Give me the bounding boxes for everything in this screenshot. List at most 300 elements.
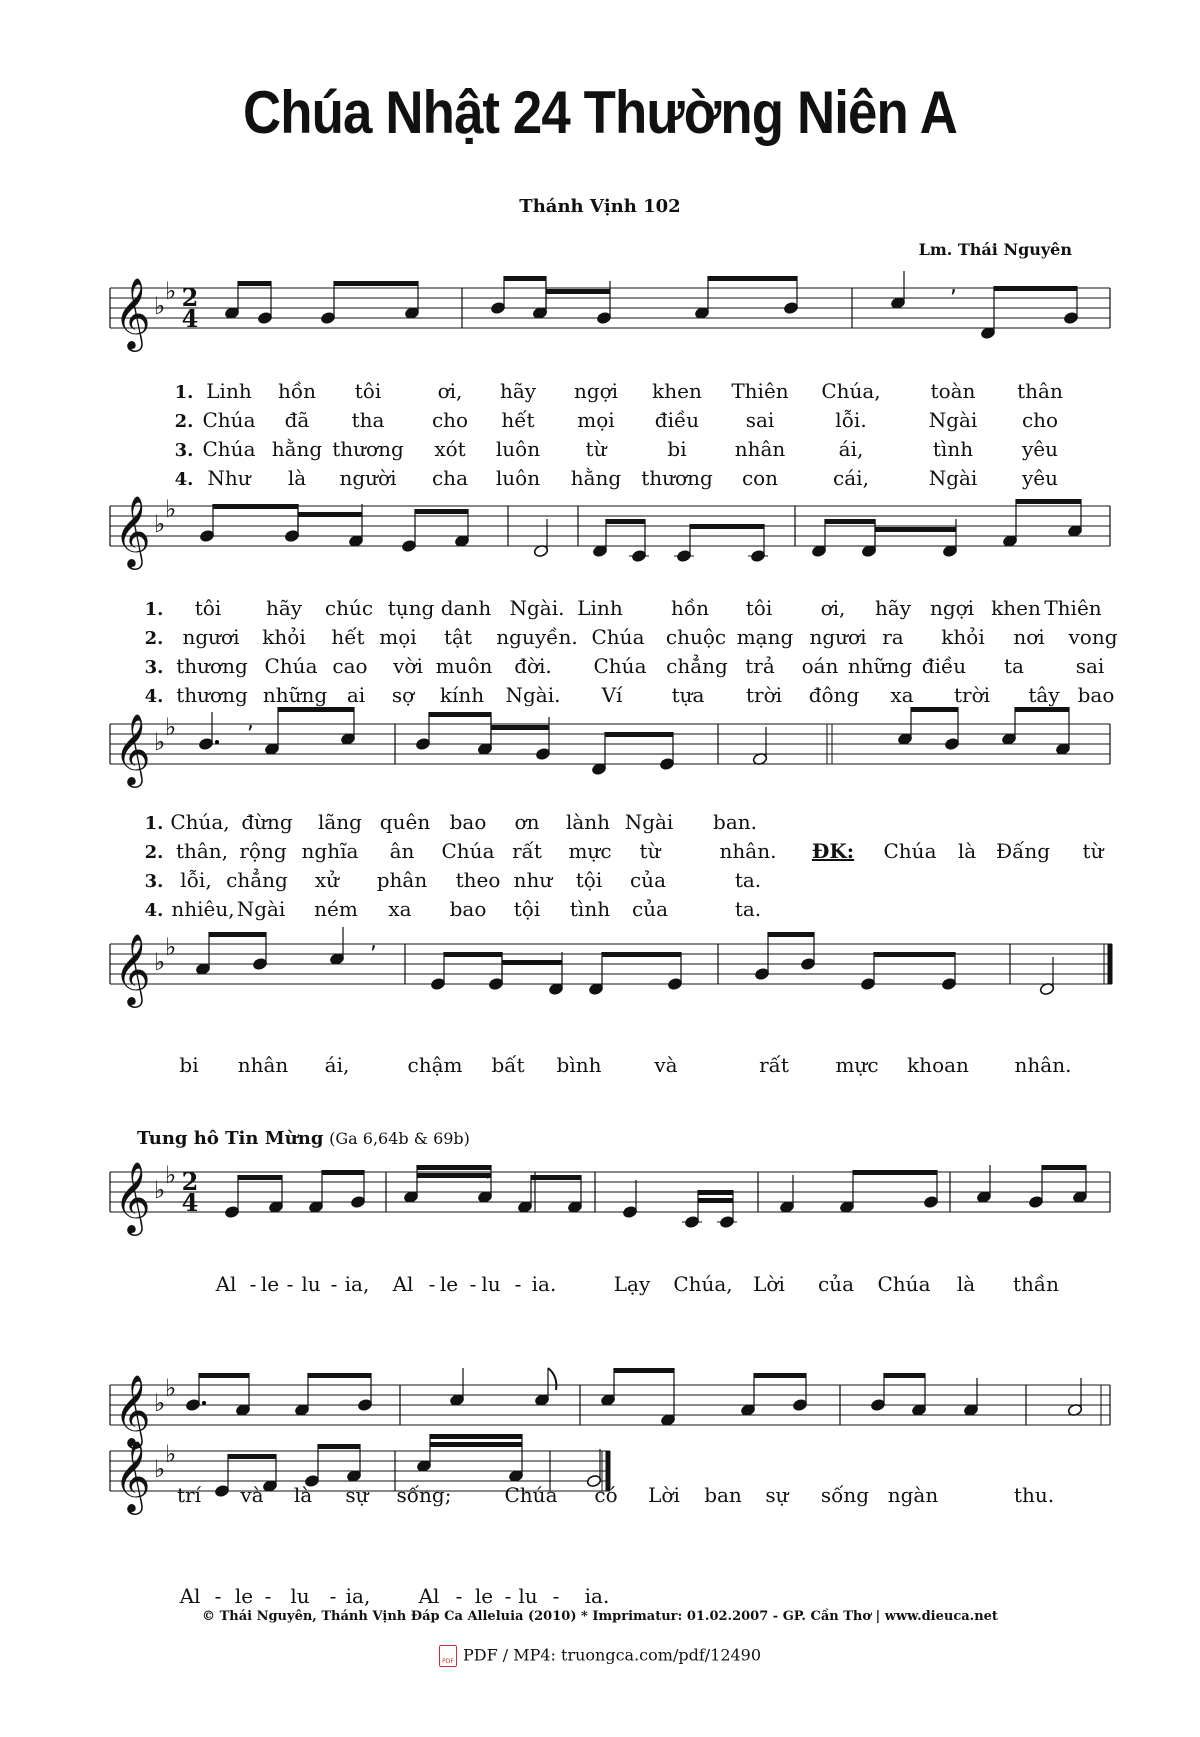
verse3-sys3-word: theo bbox=[455, 868, 501, 892]
note-beam bbox=[308, 1373, 371, 1378]
song-title: Chúa Nhật 24 Thường Niên A bbox=[243, 79, 957, 146]
treble-clef-icon: 𝄞 bbox=[114, 712, 151, 785]
verse4-sys3-word: tình bbox=[569, 897, 611, 921]
verse3-sys1-word: Chúa bbox=[202, 437, 256, 461]
staff-0 bbox=[110, 271, 1110, 352]
verse1-sys1-word: hồn bbox=[278, 379, 316, 403]
acclamation-sys2-word: Lời bbox=[648, 1483, 680, 1507]
acclamation-sys1-word: ia, bbox=[344, 1272, 370, 1296]
verse1-sys1-word: khen bbox=[652, 379, 702, 403]
acclamation-sys3-word: ia. bbox=[584, 1584, 610, 1608]
note-beam bbox=[417, 1173, 491, 1178]
note-beam bbox=[238, 1175, 282, 1180]
verse1-sys2-word: tôi bbox=[194, 596, 222, 620]
verse2-sys1-word: tha bbox=[351, 408, 385, 432]
verse3-sys2-word: muôn bbox=[435, 654, 493, 678]
verse4-sys3-word: Ngài bbox=[236, 897, 286, 921]
verse1-sys2-word: Ngài. bbox=[509, 596, 565, 620]
acclamation-sys3-word: le bbox=[474, 1584, 494, 1608]
refrain-sys4-word: nhân. bbox=[1014, 1053, 1072, 1077]
verse4-sys2-word: tựa bbox=[671, 683, 705, 707]
verse2-sys3-word: rộng bbox=[239, 839, 287, 863]
verse4-sys2-word: ai bbox=[346, 683, 366, 707]
verse2-sys1-word: hết bbox=[501, 408, 535, 432]
verse2-sys2-word: khỏi bbox=[941, 625, 985, 649]
note-beam bbox=[318, 1444, 360, 1449]
note-beam bbox=[698, 1198, 733, 1203]
verse4-sys2-word: trời bbox=[745, 683, 783, 707]
note-beam bbox=[430, 1434, 522, 1439]
verse4-sys1-word: hằng bbox=[570, 466, 622, 490]
verse2-sys3-word: ân bbox=[389, 839, 415, 863]
verse4-sys1-word: luôn bbox=[495, 466, 541, 490]
refrain-label: ĐK: bbox=[811, 839, 855, 863]
augmentation-dot bbox=[215, 740, 219, 744]
acclamation-sys2-word: sự bbox=[345, 1483, 369, 1507]
verse4-sys1-word: Ngài bbox=[928, 466, 978, 490]
staff-5 bbox=[110, 1368, 1110, 1449]
acclamation-sys3-word: Al bbox=[179, 1584, 201, 1608]
verse4-sys2-word: trời bbox=[953, 683, 991, 707]
verse4-sys1-word: yêu bbox=[1021, 466, 1059, 490]
verse1-sys1-word: Chúa, bbox=[821, 379, 881, 403]
verse4-sys1-word: người bbox=[339, 466, 397, 490]
acclamation-sys1-word: thần bbox=[1012, 1272, 1060, 1296]
acclamation-sys3-word: lu bbox=[290, 1584, 310, 1608]
verse3-sys2-word: những bbox=[847, 654, 913, 678]
verse4-sys2-word: kính bbox=[439, 683, 485, 707]
gospel-acclamation-reference: (Ga 6,64b & 69b) bbox=[329, 1129, 470, 1148]
pdf-link-text: PDF / MP4: truongca.com/pdf/12490 bbox=[462, 1645, 762, 1665]
note-beam bbox=[444, 952, 502, 957]
verse2-sys1-word: Chúa bbox=[202, 408, 256, 432]
verse2-sys2-word: mọi bbox=[379, 625, 417, 649]
note-beam bbox=[334, 281, 418, 286]
note-beam bbox=[602, 952, 681, 957]
note-beam bbox=[1042, 1165, 1086, 1170]
note-beam bbox=[429, 712, 491, 717]
verse3-sys2-word: sai bbox=[1075, 654, 1105, 678]
acclamation-sys1-word: - bbox=[428, 1272, 436, 1296]
verse1-sys2-word: Linh bbox=[577, 596, 623, 620]
acclamation-sys1-word: - bbox=[514, 1272, 522, 1296]
verse-number: 4. bbox=[144, 900, 164, 921]
refrain-sys4-word: rất bbox=[759, 1053, 789, 1077]
note-beam bbox=[199, 1373, 249, 1378]
verse4-sys3-word: ném bbox=[314, 897, 358, 921]
note-beam-secondary bbox=[875, 527, 956, 532]
staff-3 bbox=[110, 927, 1112, 1008]
acclamation-sys3-word: - bbox=[552, 1584, 560, 1608]
verse3-sys3-word: xử bbox=[314, 868, 340, 892]
verse2-sys3-word: nghĩa bbox=[301, 839, 359, 863]
verse-number: 1. bbox=[174, 382, 194, 403]
note-beam bbox=[768, 932, 814, 937]
flat-icon: ♭ bbox=[154, 1389, 166, 1417]
verse4-sys3-word: ta. bbox=[734, 897, 762, 921]
verse4-sys1-word: cha bbox=[431, 466, 469, 490]
verse-number: 2. bbox=[144, 842, 164, 863]
verse3-sys2-word: cao bbox=[332, 654, 368, 678]
verse3-sys3-word: chẳng bbox=[226, 868, 288, 892]
verse4-sys1-word: thương bbox=[641, 466, 713, 490]
verse3-sys2-word: trả bbox=[745, 654, 775, 678]
verse3-sys3-word: của bbox=[629, 868, 667, 892]
note-beam bbox=[690, 524, 764, 529]
verse2-sys3-word: thân, bbox=[175, 839, 229, 863]
verse3-sys2-word: Chúa bbox=[264, 654, 318, 678]
staff-4 bbox=[110, 1157, 1110, 1236]
verse-number: 2. bbox=[144, 628, 164, 649]
verse1-sys2-word: danh bbox=[440, 596, 492, 620]
verse3-sys1-word: từ bbox=[585, 437, 607, 461]
pdf-link[interactable] bbox=[0, 1645, 1200, 1667]
acclamation-sys3-word: - bbox=[504, 1584, 512, 1608]
verse4-sys3-word: của bbox=[631, 897, 669, 921]
verse3-sys2-word: oán bbox=[801, 654, 839, 678]
copyright-footer: © Thái Nguyên, Thánh Vịnh Đáp Ca Alleluia (2010) * Imprimatur: 01.02.2007 - GP. Cần Thơ | www.dieuca.net bbox=[202, 1609, 998, 1624]
refrain-sys4-word: chậm bbox=[407, 1053, 463, 1077]
treble-clef-icon: 𝄞 bbox=[114, 1373, 151, 1446]
note-beam bbox=[417, 1165, 491, 1170]
acclamation-sys1-word: lu bbox=[301, 1272, 321, 1296]
treble-clef-icon: 𝄞 bbox=[114, 276, 151, 349]
verse-number: 4. bbox=[174, 469, 194, 490]
acclamation-sys1-word: - bbox=[249, 1272, 257, 1296]
verse4-sys2-word: thương bbox=[176, 683, 248, 707]
flat-icon: ♭ bbox=[165, 1374, 177, 1402]
verse4-sys2-word: tây bbox=[1028, 683, 1060, 707]
flat-icon: ♭ bbox=[154, 948, 166, 976]
verse2-sys2-word: ra bbox=[882, 625, 904, 649]
acclamation-sys1-word: là bbox=[956, 1272, 976, 1296]
flat-icon: ♭ bbox=[165, 1440, 177, 1468]
verse1-sys2-word: ngợi bbox=[929, 596, 975, 620]
breath-mark-icon: , bbox=[950, 273, 957, 298]
verse3-sys2-word: vời bbox=[393, 654, 423, 678]
acclamation-sys3-word: - bbox=[455, 1584, 463, 1608]
verse2-sys3-word: mực bbox=[568, 839, 612, 863]
verse2-sys3-word: nhân. bbox=[719, 839, 777, 863]
time-signature-top: 2 bbox=[181, 283, 199, 312]
verse-number: 4. bbox=[144, 686, 164, 707]
verse3-sys2-word: chẳng bbox=[666, 654, 728, 678]
verse3-sys1-word: bi bbox=[667, 437, 687, 461]
note-beam bbox=[238, 281, 271, 286]
verse1-sys1-word: thân bbox=[1017, 379, 1063, 403]
acclamation-sys1-word: le bbox=[260, 1272, 280, 1296]
verse4-sys1-word: cái, bbox=[833, 466, 869, 490]
refrain-sys3-word: Chúa bbox=[883, 839, 937, 863]
flat-icon: ♭ bbox=[154, 1455, 166, 1483]
verse1-sys1-word: hãy bbox=[499, 379, 537, 403]
flat-icon: ♭ bbox=[154, 510, 166, 538]
note-beam bbox=[278, 707, 354, 712]
note-beam bbox=[504, 276, 546, 281]
refrain-sys4-word: ái, bbox=[324, 1053, 350, 1077]
refrain-sys4-word: bi bbox=[179, 1053, 199, 1077]
verse2-sys1-word: Ngài bbox=[928, 408, 978, 432]
note-beam bbox=[209, 932, 266, 937]
note-beam bbox=[606, 519, 645, 524]
note-beam bbox=[1016, 499, 1081, 504]
augmentation-dot bbox=[202, 1401, 206, 1405]
verse1-sys2-word: hãy bbox=[874, 596, 912, 620]
verse2-sys2-word: ngươi bbox=[809, 625, 867, 649]
acclamation-sys3-word: le bbox=[234, 1584, 254, 1608]
verse1-sys3-word: bao bbox=[449, 810, 487, 834]
acclamation-sys2-word: trí bbox=[177, 1483, 201, 1507]
verse3-sys1-word: ái, bbox=[838, 437, 864, 461]
psalm-subtitle: Thánh Vịnh 102 bbox=[519, 196, 681, 217]
breath-mark-icon: , bbox=[485, 1157, 492, 1182]
verse4-sys3-word: nhiêu, bbox=[171, 897, 235, 921]
verse2-sys1-word: sai bbox=[745, 408, 775, 432]
verse-number: 1. bbox=[144, 599, 164, 620]
acclamation-sys3-word: - bbox=[214, 1584, 222, 1608]
acclamation-sys2-word: có bbox=[594, 1483, 618, 1507]
acclamation-sys1-word: - bbox=[286, 1272, 294, 1296]
verse1-sys1-word: Linh bbox=[206, 379, 252, 403]
verse2-sys2-word: Chúa bbox=[591, 625, 645, 649]
verse3-sys3-word: tội bbox=[575, 868, 603, 892]
verse3-sys1-word: nhân bbox=[734, 437, 786, 461]
verse2-sys3-word: từ bbox=[639, 839, 661, 863]
acclamation-sys2-word: là bbox=[293, 1483, 313, 1507]
verse2-sys2-word: khỏi bbox=[262, 625, 306, 649]
verse4-sys1-word: con bbox=[741, 466, 779, 490]
acclamation-sys2-word: sống; bbox=[396, 1483, 452, 1507]
verse1-sys2-word: tôi bbox=[745, 596, 773, 620]
verse2-sys1-word: cho bbox=[431, 408, 469, 432]
verse4-sys2-word: bao bbox=[1077, 683, 1115, 707]
acclamation-sys1-word: Chúa, bbox=[673, 1272, 733, 1296]
acclamation-sys1-word: của bbox=[817, 1272, 855, 1296]
acclamation-sys1-word: ia. bbox=[531, 1272, 557, 1296]
verse1-sys1-word: Thiên bbox=[731, 379, 789, 403]
verse3-sys3-word: ta. bbox=[734, 868, 762, 892]
flat-icon: ♭ bbox=[165, 933, 177, 961]
flat-icon: ♭ bbox=[154, 728, 166, 756]
note-beam bbox=[228, 1454, 276, 1459]
verse3-sys2-word: điều bbox=[921, 654, 967, 678]
flat-icon: ♭ bbox=[165, 1161, 177, 1189]
acclamation-sys1-word: - bbox=[469, 1272, 477, 1296]
time-signature-bottom: 4 bbox=[181, 1188, 199, 1217]
treble-clef-icon: 𝄞 bbox=[114, 494, 151, 567]
acclamation-sys2-word: Chúa bbox=[504, 1483, 558, 1507]
note-beam bbox=[605, 732, 673, 737]
acclamation-sys2-word: thu. bbox=[1013, 1483, 1055, 1507]
note-beam bbox=[430, 1442, 522, 1447]
verse2-sys2-word: mạng bbox=[736, 625, 794, 649]
note-beam bbox=[825, 519, 875, 524]
verse1-sys1-word: ơi, bbox=[437, 379, 463, 403]
verse2-sys1-word: cho bbox=[1021, 408, 1059, 432]
note-beam-secondary bbox=[491, 725, 549, 730]
verse4-sys2-word: Ngài. bbox=[505, 683, 561, 707]
treble-clef-icon: 𝄞 bbox=[114, 1439, 151, 1512]
note-beam bbox=[614, 1368, 674, 1373]
verse2-sys2-word: chuộc bbox=[665, 625, 727, 649]
verse3-sys3-word: như bbox=[513, 868, 553, 892]
note-beam bbox=[754, 1373, 806, 1378]
verse2-sys1-word: lỗi. bbox=[835, 408, 867, 432]
refrain-sys4-word: bất bbox=[491, 1053, 525, 1077]
verse2-sys2-word: nguyền. bbox=[496, 625, 578, 649]
note-beam bbox=[884, 1373, 925, 1378]
breath-mark-icon: , bbox=[247, 709, 254, 734]
verse2-sys2-word: nơi bbox=[1013, 625, 1045, 649]
verse3-sys1-word: hằng bbox=[271, 437, 323, 461]
verse3-sys2-word: thương bbox=[176, 654, 248, 678]
acclamation-sys1-word: - bbox=[330, 1272, 338, 1296]
note-beam bbox=[994, 286, 1077, 291]
acclamation-sys1-word: le bbox=[439, 1272, 459, 1296]
verse1-sys3-word: quên bbox=[379, 810, 431, 834]
acclamation-sys3-word: - bbox=[264, 1584, 272, 1608]
verse1-sys1-word: tôi bbox=[354, 379, 382, 403]
verse3-sys3-word: phân bbox=[376, 868, 428, 892]
refrain-sys3-word: là bbox=[957, 839, 977, 863]
verse1-sys1-word: ngợi bbox=[573, 379, 619, 403]
verse4-sys2-word: sợ bbox=[391, 683, 415, 707]
acclamation-sys1-word: lu bbox=[481, 1272, 501, 1296]
staff-1 bbox=[110, 494, 1110, 570]
verse1-sys2-word: hồn bbox=[671, 596, 709, 620]
treble-clef-icon: 𝄞 bbox=[114, 932, 151, 1005]
staff-2 bbox=[110, 707, 1110, 788]
treble-clef-icon: 𝄞 bbox=[114, 1160, 151, 1233]
verse1-sys2-word: hãy bbox=[265, 596, 303, 620]
refrain-sys4-word: bình bbox=[556, 1053, 602, 1077]
note-beam bbox=[911, 707, 958, 712]
time-signature-bottom: 4 bbox=[181, 304, 199, 333]
verse1-sys3-word: ơn bbox=[514, 810, 540, 834]
verse2-sys3-word: Chúa bbox=[441, 839, 495, 863]
verse1-sys3-word: Ngài bbox=[624, 810, 674, 834]
acclamation-sys3-word: lu bbox=[518, 1584, 538, 1608]
time-signature-top: 2 bbox=[181, 1167, 199, 1196]
verse2-sys2-word: hết bbox=[331, 625, 365, 649]
verse1-sys3-word: lãng bbox=[317, 810, 363, 834]
acclamation-sys1-word: Lời bbox=[753, 1272, 785, 1296]
verse4-sys2-word: Ví bbox=[601, 683, 623, 707]
verse2-sys2-word: ngươi bbox=[182, 625, 240, 649]
refrain-sys3-word: Đấng bbox=[995, 839, 1051, 863]
verse1-sys2-word: Thiên bbox=[1044, 596, 1102, 620]
verse1-sys2-word: ơi, bbox=[820, 596, 846, 620]
acclamation-sys3-word: ia, bbox=[345, 1584, 371, 1608]
note-beam bbox=[708, 276, 797, 281]
verse-number: 1. bbox=[144, 813, 164, 834]
verse1-sys2-word: tụng bbox=[387, 596, 435, 620]
eighth-flag bbox=[548, 1368, 556, 1390]
note-beam-secondary bbox=[298, 512, 362, 517]
verse3-sys1-word: xót bbox=[434, 437, 466, 461]
verse2-sys1-word: điều bbox=[654, 408, 700, 432]
note-beam bbox=[698, 1190, 733, 1195]
verse-number: 2. bbox=[174, 411, 194, 432]
verse3-sys1-word: tình bbox=[932, 437, 974, 461]
verse2-sys2-word: tật bbox=[444, 625, 472, 649]
verse1-sys2-word: khen bbox=[991, 596, 1041, 620]
verse3-sys3-word: lỗi, bbox=[180, 868, 212, 892]
refrain-sys3-word: từ bbox=[1082, 839, 1104, 863]
flat-icon: ♭ bbox=[165, 277, 177, 305]
verse4-sys2-word: xa bbox=[890, 683, 914, 707]
flat-icon: ♭ bbox=[165, 713, 177, 741]
verse1-sys1-word: toàn bbox=[930, 379, 976, 403]
flat-icon: ♭ bbox=[165, 495, 177, 523]
refrain-sys4-word: mực bbox=[835, 1053, 879, 1077]
verse2-sys2-word: vong bbox=[1068, 625, 1118, 649]
composer-credit: Lm. Thái Nguyên bbox=[918, 240, 1072, 259]
verse4-sys2-word: những bbox=[262, 683, 328, 707]
acclamation-sys2-word: sống bbox=[820, 1483, 870, 1507]
acclamation-sys2-word: và bbox=[240, 1483, 264, 1507]
verse3-sys1-word: yêu bbox=[1021, 437, 1059, 461]
verse2-sys3-word: rất bbox=[512, 839, 542, 863]
note-beam bbox=[415, 509, 468, 514]
verse4-sys1-word: Như bbox=[207, 466, 251, 490]
verse4-sys3-word: tội bbox=[513, 897, 541, 921]
acclamation-sys2-word: ban bbox=[704, 1483, 742, 1507]
refrain-sys4-word: khoan bbox=[907, 1053, 969, 1077]
refrain-sys4-word: và bbox=[654, 1053, 678, 1077]
verse4-sys2-word: đông bbox=[808, 683, 860, 707]
verse3-sys2-word: đời. bbox=[514, 654, 552, 678]
note-beam-secondary bbox=[546, 289, 610, 294]
verse3-sys2-word: ta bbox=[1004, 654, 1024, 678]
note-beam bbox=[213, 504, 298, 509]
acclamation-sys3-word: Al bbox=[418, 1584, 440, 1608]
acclamation-sys2-word: sự bbox=[765, 1483, 789, 1507]
refrain-sys4-word: nhân bbox=[237, 1053, 289, 1077]
verse2-sys1-word: mọi bbox=[577, 408, 615, 432]
note-beam bbox=[531, 1175, 581, 1180]
verse4-sys3-word: xa bbox=[388, 897, 412, 921]
acclamation-sys1-word: Chúa bbox=[877, 1272, 931, 1296]
acclamation-sys1-word: Lạy bbox=[613, 1272, 651, 1296]
note-beam bbox=[853, 1170, 937, 1175]
verse3-sys1-word: luôn bbox=[495, 437, 541, 461]
verse4-sys3-word: bao bbox=[449, 897, 487, 921]
note-beam bbox=[322, 1170, 364, 1175]
flat-icon: ♭ bbox=[154, 1176, 166, 1204]
verse1-sys3-word: Chúa, bbox=[170, 810, 230, 834]
verse1-sys3-word: ban. bbox=[713, 810, 757, 834]
note-beam bbox=[1015, 707, 1069, 712]
acclamation-sys2-word: ngàn bbox=[887, 1483, 939, 1507]
verse3-sys2-word: Chúa bbox=[593, 654, 647, 678]
verse3-sys1-word: thương bbox=[332, 437, 404, 461]
breath-mark-icon: , bbox=[370, 929, 377, 954]
acclamation-sys3-word: - bbox=[329, 1584, 337, 1608]
note-beam bbox=[874, 952, 955, 957]
note-beam-secondary bbox=[502, 960, 562, 965]
gospel-acclamation-title: Tung hô Tin Mừng bbox=[137, 1128, 324, 1149]
verse1-sys3-word: lành bbox=[565, 810, 611, 834]
verse-number: 3. bbox=[174, 440, 194, 461]
verse4-sys1-word: là bbox=[287, 466, 307, 490]
verse2-sys1-word: đã bbox=[284, 408, 310, 432]
acclamation-sys1-word: Al bbox=[215, 1272, 237, 1296]
flat-icon: ♭ bbox=[154, 292, 166, 320]
verse-number: 3. bbox=[144, 657, 164, 678]
pdf-file-icon bbox=[439, 1645, 457, 1667]
verse-number: 3. bbox=[144, 871, 164, 892]
